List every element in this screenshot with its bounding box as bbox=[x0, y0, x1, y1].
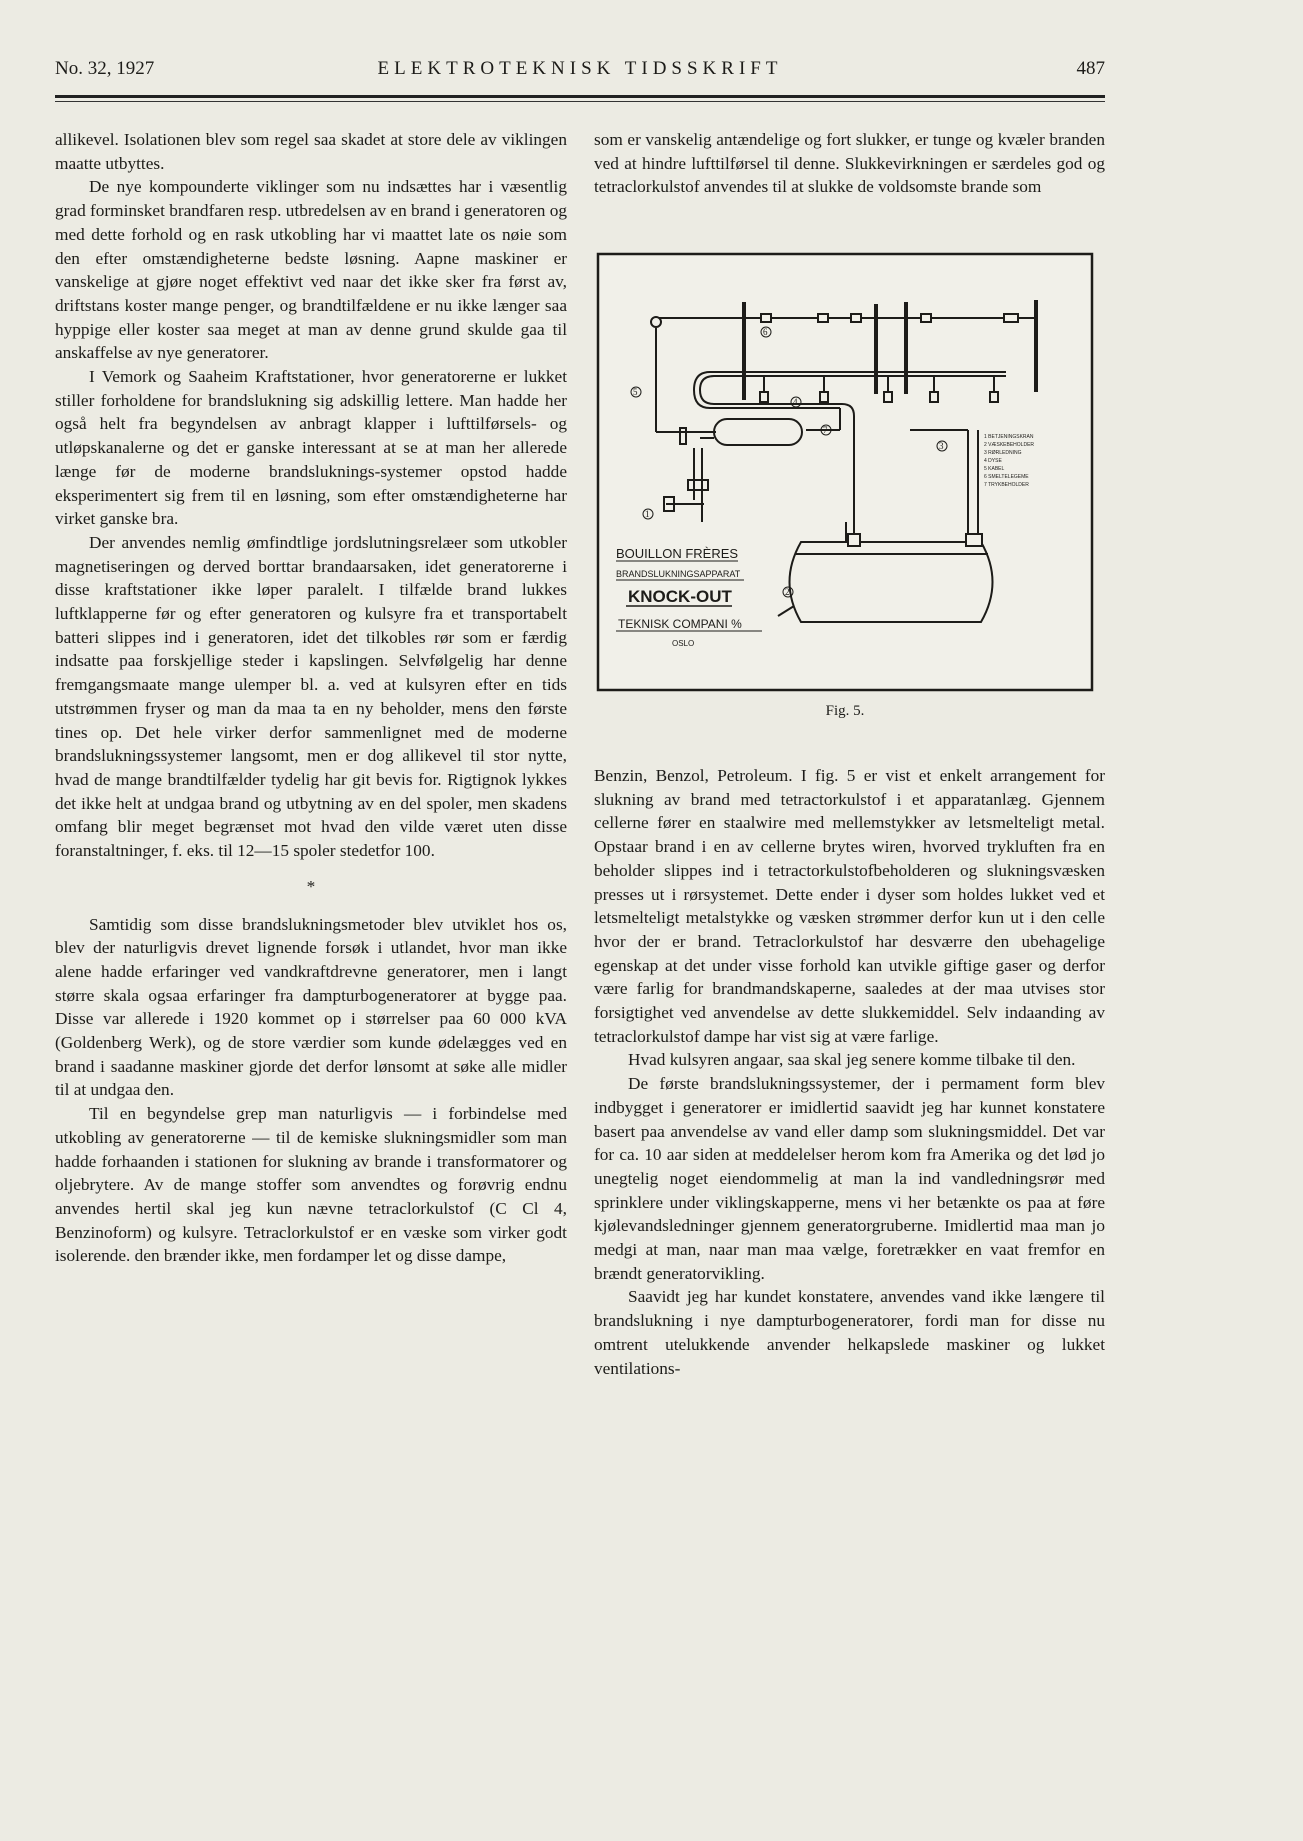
issue-number: No. 32, 1927 bbox=[55, 58, 155, 79]
right-column-bottom bbox=[594, 764, 1105, 1380]
legend-item: 2 VÆSKEBEHOLDER bbox=[984, 442, 1035, 448]
header-rule-thick bbox=[55, 95, 1105, 98]
paragraph: som er vanskelig antændelige og fort slukker, er tunge og kvæler branden ved at hindre lufttilførsel til denne. Slukkevirkningen er særdeles god og tetraclorkulstof anvendes til at slukke de voldsomste brande som bbox=[594, 130, 1105, 197]
left-column bbox=[55, 128, 567, 1268]
journal-title: ELEKTROTEKNISK TIDSSKRIFT bbox=[377, 58, 783, 79]
company-name: TEKNISK COMPANI % bbox=[618, 617, 742, 631]
callout-label: 2 bbox=[785, 587, 790, 597]
legend-item: 5 KABEL bbox=[984, 466, 1005, 472]
legend-item: 4 DYSE bbox=[984, 458, 1002, 464]
paragraph: Benzin, Benzol, Petroleum. I fig. 5 er vist et enkelt arrangement for slukning av brand med tetractorkulstof i et apparatanlæg. Gjennem cellerne fører en staalwire med mellemstykker av letsmelteligt metal. Opstaar brand i en av cellerne brytes wiren, hvorved trykluften fra en beholder slippes ind i tetractorkulstofbeholderen og slukningsvæsken presses ut i rørsystemet. Dette ender i dyser som holdes lukket ved et letsmelteligt metalstykke og væsken strømmer derfor kun ut i den celle hvor der er brand. Tetraclorkulstof har desværre den ubehagelige egenskap at det under visse forhold kan utvikle giftige gaser og derfor være farlig for brandmandskaperne, saaledes at der maa utvises stor forsigtighet ved anvendelse av dette slukkemiddel. Selv indaanding av tetraclorkulstof dampe har vist sig at være farlige. bbox=[594, 766, 1105, 1046]
paragraph: Saavidt jeg har kundet konstatere, anvendes vand ikke længere til brandslukning i nye dampturbogeneratorer, fordi man for disse nu omtrent utelukkende anvender helkapslede maskiner og lukket ventilations- bbox=[594, 1287, 1105, 1378]
running-header bbox=[55, 58, 1105, 88]
callout-label: 1 bbox=[645, 509, 650, 519]
section-separator: * bbox=[306, 876, 316, 896]
paragraph: I Vemork og Saaheim Kraftstationer, hvor generatorerne er lukket stiller forholdene for brandslukning sig adskillig lettere. Man hadde her også helt fra begyndelsen av anbragt klapper i lufttilførsels- og utløpskanalerne og det er ganske interessant at se at man her allerede længe før de moderne brandsluknings-systemer opstod hadde eksperimentert sig frem til en løsning, som efter omstændigheterne har virket ganske bra. bbox=[55, 367, 567, 529]
header-rule-thin bbox=[55, 101, 1105, 102]
paragraph: allikevel. Isolationen blev som regel saa skadet at store dele av viklingen maatte utbyttes. bbox=[55, 130, 567, 173]
product-name: KNOCK-OUT bbox=[628, 587, 732, 606]
callout-label: 4 bbox=[793, 397, 798, 407]
paragraph: De første brandslukningssystemer, der i permament form blev indbygget i generatorer er imidlertid saavidt jeg har kunnet konstatere basert paa anvendelse av vand eller damp som slukningsmiddel. Det var for ca. 10 aar siden at meddelelser herom kom fra Amerika og det lød jo unegtelig noget eiendommelig at man la ind vandledningsrør med sprinklere under viklingskapperne, mens vi her betænkte os paa at føre kjølevandsledninger gjennem generatorgruberne. Imidlertid maa man jo medgi at man, naar man maa vælge, foretrækker en vaat fremfor en brændt generatorvikling. bbox=[594, 1074, 1105, 1283]
callout-label: 7 bbox=[823, 425, 828, 435]
legend-item: 6 SMELTELEGEME bbox=[984, 474, 1029, 480]
figure-caption: Fig. 5. bbox=[825, 703, 865, 719]
apparatus-type: BRANDSLUKNINGSAPPARAT bbox=[616, 569, 741, 579]
maker-name: BOUILLON FRÈRES bbox=[616, 546, 739, 561]
company-city: OSLO bbox=[672, 639, 695, 648]
paragraph: Samtidig som disse brandslukningsmetoder blev utviklet hos os, blev der naturligvis drevet lignende forsøk i utlandet, hvor man ikke alene hadde erfaringer ved vandkraftdrevne generatorer, men i langt større skala ogsaa erfaringer fra dampturbogeneratorer at bygge paa. Disse var allerede i 1920 kommet op i størrelser paa 60 000 kVA (Goldenberg Werk), og de store værdier som kunde ødelægges ved en brand i saadanne maskiner gjorde det derfor lønsomt at søke alle midler til at undgaa den. bbox=[55, 914, 567, 1100]
legend-item: 3 RØRLEDNING bbox=[984, 450, 1022, 456]
paragraph: Der anvendes nemlig ømfindtlige jordslutningsrelæer som utkobler magnetiseringen og derved borttar brandaarsaken, idet generatorerne i disse kraftstationer ikke løper paralelt. I tilfælde brand lukkes luftklapperne før og efter generatoren og kulsyre fra et transportabelt batteri slippes ind i generatoren, idet det tilkobles rør som er færdig indsatte paa forskjellige steder i kapslingen. Selvfølgelig har denne fremgangsmaate mange ulemper bl. a. ved at kulsyren efter en tids utstrømmen fryser og man da maa ta en ny beholder, mens den første tines op. Det hele virker derfor sammenlignet med de moderne brandslukningssystemer langsomt, men er dog allikevel til stor nytte, hvad de mange brandtilfælder tydelig har git bevis for. Rigtignok lykkes det ikke helt at undgaa brand og utbytning av en del spoler, men skadens omfang blir meget begrænset mot hvad den vilde været uten disse foranstaltninger, f. eks. til 12—15 spoler stedetfor 100. bbox=[55, 532, 567, 861]
legend-item: 7 TRYKBEHOLDER bbox=[984, 482, 1029, 488]
paragraph: Til en begyndelse grep man naturligvis — i forbindelse med utkobling av generatorerne — til de kemiske slukningsmidler som man hadde forhaanden i stationen for slukning av brande i transformatorer og oljebrytere. Av de mange stoffer som anvendtes og forøvrig endnu anvendes hertil skal jeg kun nævne tetraclorkulstof (C Cl 4, Benzinoform) og kulsyre. Tetraclorkulstof er en væske som virker godt isolerende. den brænder ikke, men fordamper let og disse dampe, bbox=[55, 1104, 567, 1266]
paragraph: De nye kompounderte viklinger som nu indsættes har i væsentlig grad forminsket brandfaren resp. utbredelsen av en brand i generatoren og med dette forhold og en rask utkobling har vi maattet late os nøie som den efter omstændigheterne bedste løsning. Aapne maskiner er vanskelige at gjøre noget effektivt ved naar det ikke sker fra først av, driftstans koster mange penger, og brandtilfældene er nu ikke længer saa hyppige eller koster saa meget at man av denne grund skulde gaa til anskaffelse av nye generatorer. bbox=[55, 177, 567, 363]
legend-item: 1 BETJENINGSKRAN bbox=[984, 434, 1034, 440]
figure-5-diagram bbox=[596, 252, 1094, 692]
page-number: 487 bbox=[1076, 58, 1105, 79]
callout-label: 5 bbox=[633, 387, 638, 397]
right-column-top bbox=[594, 128, 1105, 199]
callout-label: 3 bbox=[939, 441, 944, 451]
paragraph: Hvad kulsyren angaar, saa skal jeg senere komme tilbake til den. bbox=[628, 1050, 1076, 1070]
callout-label: 6 bbox=[763, 327, 768, 337]
